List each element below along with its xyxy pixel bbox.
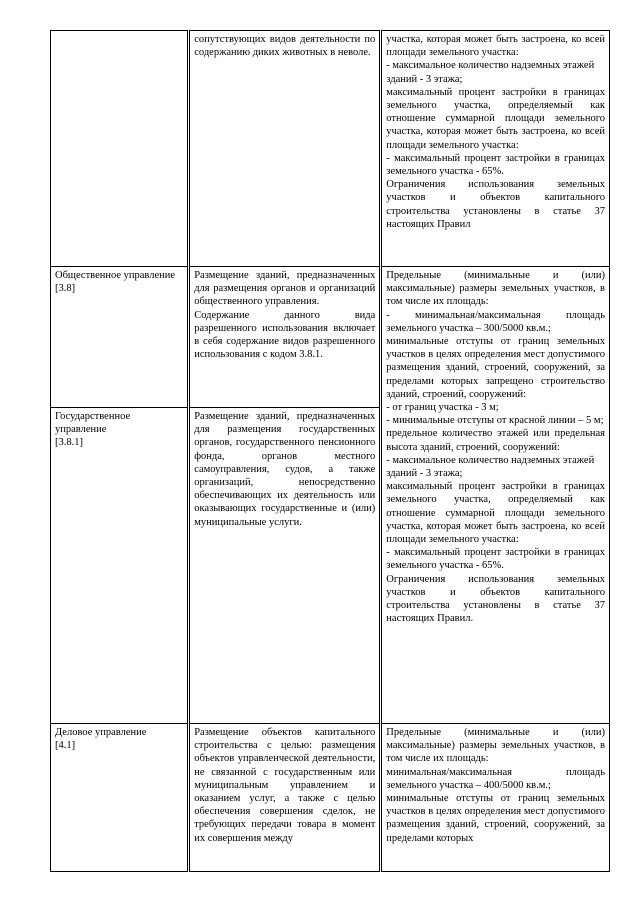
parameter-paragraph: - максимальный процент застройки в границах земельного участка - 65%. [386, 152, 605, 178]
parameters-cell [381, 267, 610, 724]
parameter-paragraph: минимальные отступы от границ земельных участков в целях определения мест допустимого размещения зданий, строений, сооружений, за пределами которых [386, 793, 605, 844]
use-description-cell [189, 267, 381, 408]
description-paragraph: сопутствующих видов деятельности по содержанию диких животных в неволе. [194, 34, 376, 59]
parameter-paragraph: - максимальный процент застройки в границах земельного участка - 65%. [386, 547, 605, 572]
description-paragraph: Содержание данного вида разрешенного использования включает в себя содержание видов разрешенного использования с кодом 3.8.1. [194, 309, 376, 361]
parameter-paragraph: Ограничения использования земельных участков и объектов капитального строительства установлены в статье 37 настоящих Правил. [386, 573, 605, 625]
parameter-paragraph: максимальный процент застройки в границах земельного участка, определяемый как отношение суммарной площади земельного участка, которая может быть застроена, ко всей площади земельного участка: [386, 86, 605, 151]
parameter-paragraph: Ограничения использования земельных участков и объектов капитального строительства установлены в статье 37 настоящих Правил [386, 179, 605, 230]
parameter-paragraph: минимальные отступы от границ земельных участков в целях определения мест допустимого размещения зданий, строений, сооружений, за пределами которых запрещено строительство зданий, строений, сооружений: [386, 336, 605, 400]
table-row [51, 267, 610, 408]
parameter-paragraph: Предельные (минимальные и (или) максимальные) размеры земельных участков, в том числе их площадь: [386, 270, 605, 308]
use-description-cell [189, 724, 381, 872]
parameter-paragraph: предельное количество этажей или предельная высота зданий, строений, сооружений: [386, 428, 605, 453]
description-paragraph: Размещение зданий, предназначенных для размещения государственных органов, государственного пенсионного фонда, органов местного самоуправления, судов, а также организаций, непосредственно обеспечивающих их деятельность или оказывающих государственные и (или) муниципальные услуги. [194, 411, 376, 528]
use-name: Общественное управление [55, 270, 176, 281]
parameter-paragraph: - минимальная/максимальная площадь земельного участка – 300/5000 кв.м.; [386, 309, 605, 334]
use-code: [4.1] [55, 740, 76, 752]
parameter-paragraph: - от границ участка - 3 м; [386, 402, 499, 414]
parameter-paragraph: Предельные (минимальные и (или) максимальные) размеры земельных участков, в том числе их площадь: [386, 727, 605, 765]
parameter-paragraph: - максимальное количество надземных этажей зданий - 3 этажа; [386, 60, 595, 85]
use-name: Государственное управление [55, 411, 131, 436]
parameter-paragraph: - минимальные отступы от красной линии – 5 м; [386, 415, 604, 427]
use-name-cell [51, 724, 189, 872]
use-description-cell [189, 408, 381, 724]
parameter-paragraph: минимальная/максимальная площадь земельного участка – 400/5000 кв.м.; [386, 766, 605, 791]
parameter-paragraph: - максимальное количество надземных этажей зданий - 3 этажа; [386, 454, 595, 480]
parameter-paragraph: участка, которая может быть застроена, ко всей площади земельного участка: [386, 34, 605, 59]
table-row [51, 724, 610, 872]
use-code: [3.8] [55, 283, 76, 295]
table-row [51, 31, 610, 267]
use-code: [3.8.1] [55, 437, 83, 449]
parameter-paragraph: максимальный процент застройки в границах земельного участка, определяемый как отношение суммарной площади земельного участка, которая может быть застроена, ко всей площади земельного участка: [386, 481, 605, 546]
parameters-cell [381, 31, 610, 267]
use-description-cell [189, 31, 381, 267]
use-name-cell [51, 267, 189, 408]
use-name-cell [51, 408, 189, 724]
land-use-table [50, 30, 610, 872]
parameters-cell [381, 724, 610, 872]
description-paragraph: Размещение объектов капитального строительства с целью: размещения объектов управленческой деятельности, не связанной с государственным или муниципальным управлением и оказанием услуг, а также с целью обеспечения совершения сделок, не требующих передачи товара в момент их совершения между [194, 727, 376, 844]
use-name: Деловое управление [55, 727, 147, 738]
use-name-cell [51, 31, 189, 267]
description-paragraph: Размещение зданий, предназначенных для размещения органов и организаций общественного управления. [194, 270, 376, 308]
